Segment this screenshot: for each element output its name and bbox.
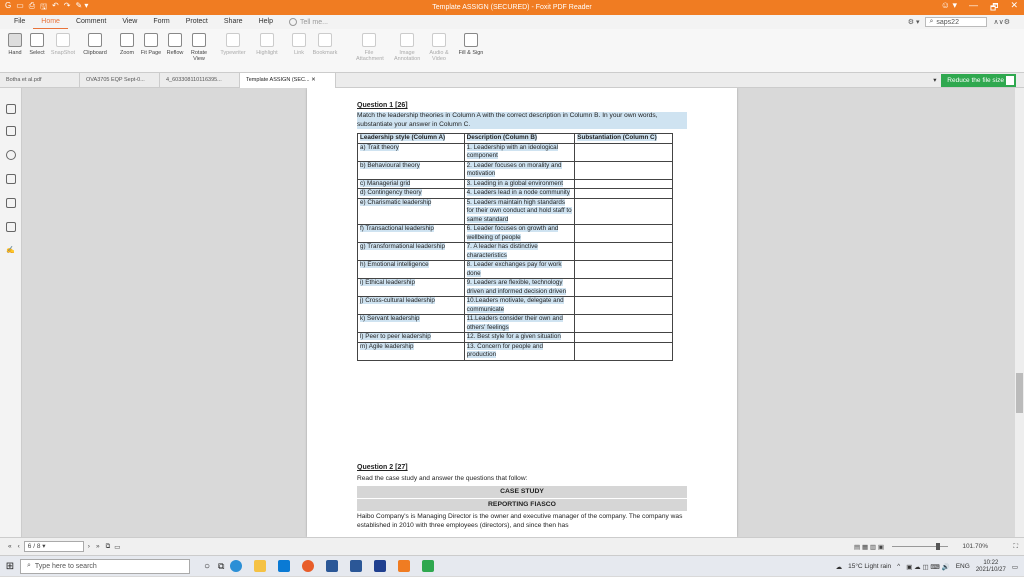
snapshot-icon: [56, 33, 70, 47]
table-row: [358, 315, 673, 333]
column-c-cell[interactable]: [575, 297, 673, 315]
fit-page-icon: [144, 33, 158, 47]
hand-icon: [8, 33, 22, 47]
table-header-row: [358, 134, 673, 144]
zoom-button[interactable]: Zoom: [114, 33, 140, 56]
table-row: [358, 225, 673, 243]
file-attachment-button[interactable]: File Attachment: [356, 33, 382, 62]
rotate-icon: [192, 33, 206, 47]
file-icon: [1005, 75, 1015, 86]
close-button[interactable]: ✕: [1010, 0, 1018, 10]
column-a-cell: a) Trait theory: [358, 143, 465, 161]
lightbulb-icon: [289, 18, 297, 26]
doc-tab[interactable]: 4_603308110116395...: [160, 73, 240, 88]
ribbon-toolbar: [0, 29, 1024, 73]
taskbar-search-placeholder: Type here to search: [34, 562, 97, 570]
column-b-cell: 2. Leader focuses on morality and motivation: [464, 161, 575, 179]
select-button[interactable]: Select: [24, 33, 50, 56]
column-a-cell: f) Transactional leadership: [358, 225, 465, 243]
pages-panel-icon[interactable]: [6, 126, 16, 136]
question-2-instruction: Read the case study and answer the questions that follow:: [357, 475, 528, 482]
table-row: [358, 342, 673, 360]
window-title: Template ASSIGN (SECURED) - Foxit PDF Reader: [432, 4, 592, 11]
page-view-icon[interactable]: ⧉: [105, 542, 111, 550]
column-c-header: Substantiation (Column C): [575, 134, 673, 144]
column-b-cell: 9. Leaders are flexible, technology driven and informed decision driven: [464, 279, 575, 297]
view-mode-icons[interactable]: ▤ ▦ ▥ ▣: [854, 543, 884, 551]
table-row: [358, 297, 673, 315]
word-icon[interactable]: [326, 560, 338, 572]
zoom-icon: [120, 33, 134, 47]
document-viewport[interactable]: [22, 88, 1015, 537]
account-icon[interactable]: ☺ ▾: [940, 0, 957, 10]
column-c-cell[interactable]: [575, 161, 673, 179]
edge-icon[interactable]: [230, 560, 242, 572]
table-row: [358, 143, 673, 161]
start-button[interactable]: ⊞: [5, 560, 15, 572]
bookmark-icon: [318, 33, 332, 47]
tab-help[interactable]: Help: [258, 18, 273, 25]
pen-icon: [464, 33, 478, 47]
column-b-cell: 7. A leader has distinctive characteristics: [464, 243, 575, 261]
column-a-cell: i) Ethical leadership: [358, 279, 465, 297]
word-icon-2[interactable]: [350, 560, 362, 572]
column-c-cell[interactable]: [575, 198, 673, 225]
save-icon[interactable]: 🖫: [40, 1, 48, 11]
highlight-button[interactable]: Highlight: [254, 33, 280, 56]
reflow-button[interactable]: Reflow: [162, 33, 188, 56]
table-row: [358, 261, 673, 279]
select-icon: [30, 33, 44, 47]
table-row: [358, 179, 673, 189]
audio-video-icon: [432, 33, 446, 47]
layers-panel-icon[interactable]: [6, 174, 16, 184]
attachments-panel-icon[interactable]: [6, 198, 16, 208]
tab-comment[interactable]: Comment: [75, 18, 107, 25]
settings-icon[interactable]: ⚙ ▾: [907, 19, 920, 26]
next-page-icon[interactable]: ›: [87, 543, 90, 550]
case-study-subheading: REPORTING FIASCO: [357, 499, 687, 511]
greenshot-icon[interactable]: [422, 560, 434, 572]
question-1-instruction: Match the leadership theories in Column A with the correct description in Column B. In your own words, substantiate your answer in Column C.: [357, 112, 687, 129]
column-c-cell[interactable]: [575, 225, 673, 243]
column-a-cell: l) Peer to peer leadership: [358, 333, 465, 343]
system-tray: [836, 556, 1018, 577]
task-view-icon[interactable]: ⧉: [218, 560, 225, 571]
attachment-icon: [362, 33, 376, 47]
column-c-cell[interactable]: [575, 189, 673, 199]
column-b-cell: 4. Leaders lead in a node community: [464, 189, 575, 199]
page-number-input[interactable]: 6 / 8 ▾: [24, 541, 84, 552]
mail-icon[interactable]: [278, 560, 290, 572]
column-b-cell: 11.Leaders consider their own and others' feelings: [464, 315, 575, 333]
rotate-view-button[interactable]: Rotate View: [186, 33, 212, 62]
column-c-cell[interactable]: [575, 315, 673, 333]
search-options-icon[interactable]: ∧∨⚙: [993, 19, 1010, 26]
table-row: [358, 198, 673, 225]
fill-sign-button[interactable]: Fill & Sign: [458, 33, 484, 56]
document-tabs: [0, 73, 1024, 88]
image-icon: [400, 33, 414, 47]
menu-bar: [0, 15, 1024, 29]
comments-panel-icon[interactable]: [6, 150, 16, 160]
signature-panel-icon[interactable]: ✍: [6, 247, 15, 254]
column-a-cell: j) Cross-cultural leadership: [358, 297, 465, 315]
language-indicator[interactable]: ENG: [955, 563, 970, 570]
reflow-icon: [168, 33, 182, 47]
snapshot-button[interactable]: SnapShot: [50, 33, 76, 56]
security-panel-icon[interactable]: [6, 222, 16, 232]
column-a-cell: h) Emotional intelligence: [358, 261, 465, 279]
table-row: [358, 189, 673, 199]
question-1-title: Question 1 [26]: [357, 102, 408, 109]
weather-text[interactable]: 15°C Light rain: [848, 563, 892, 570]
column-b-cell: 12. Best style for a given situation: [464, 333, 575, 343]
search-icon: ⌕: [27, 562, 31, 569]
restore-button[interactable]: 🗗: [990, 1, 999, 12]
column-a-cell: c) Managerial grid: [358, 179, 465, 189]
tab-file[interactable]: File: [14, 18, 26, 25]
fit-page-button[interactable]: Fit Page: [138, 33, 164, 56]
leadership-table: [357, 133, 673, 361]
file-explorer-icon[interactable]: [254, 560, 266, 572]
column-b-cell: 6. Leader focuses on growth and wellbeing of people: [464, 225, 575, 243]
clipboard-icon: [88, 33, 102, 47]
bitdefender-icon[interactable]: [374, 560, 386, 572]
tab-view[interactable]: View: [122, 18, 138, 25]
column-b-cell: 1. Leadership with an ideological component: [464, 143, 575, 161]
doc-tab[interactable]: OVA3705 EQP Sept-0...: [80, 73, 160, 88]
image-annotation-button[interactable]: Image Annotation: [394, 33, 420, 62]
zoom-level[interactable]: 101.70%: [962, 543, 988, 550]
redo-icon[interactable]: ↷: [63, 0, 71, 10]
last-page-icon[interactable]: »: [95, 543, 100, 550]
print-icon[interactable]: ⎙: [28, 0, 36, 10]
cortana-icon[interactable]: ○: [204, 560, 211, 572]
tab-form[interactable]: Form: [153, 18, 170, 25]
fit-icon[interactable]: ▭: [114, 543, 121, 551]
doc-tab-active[interactable]: Template ASSIGN (SEC... ✕: [240, 73, 336, 88]
column-b-cell: 10.Leaders motivate, delegate and communicate: [464, 297, 575, 315]
page-navigation-bar: [0, 537, 1024, 555]
scroll-thumb[interactable]: [1016, 373, 1023, 413]
column-a-cell: m) Agile leadership: [358, 342, 465, 360]
column-b-header: Description (Column B): [464, 134, 575, 144]
clock[interactable]: 10:22 2021/10/27: [975, 559, 1006, 573]
previous-page-icon[interactable]: ‹: [17, 543, 20, 550]
column-c-cell[interactable]: [575, 342, 673, 360]
column-a-header: Leadership style (Column A): [358, 134, 465, 144]
column-a-cell: k) Servant leadership: [358, 315, 465, 333]
tray-icons[interactable]: ▣ ☁ ◫ ⌨ 🔊: [906, 563, 950, 571]
tray-overflow-icon[interactable]: ^: [897, 563, 901, 570]
minimize-button[interactable]: —: [969, 0, 978, 10]
first-page-icon[interactable]: «: [8, 543, 12, 550]
zoom-slider-knob[interactable]: [936, 543, 940, 550]
question-2-title: Question 2 [27]: [357, 464, 408, 471]
table-row: [358, 279, 673, 297]
bookmark-button[interactable]: Bookmark: [312, 33, 338, 56]
link-button[interactable]: Link: [286, 33, 312, 56]
notification-icon[interactable]: ▭: [1011, 563, 1018, 571]
tab-share[interactable]: Share: [223, 18, 243, 25]
table-row: [358, 243, 673, 261]
case-study-heading: CASE STUDY: [357, 486, 687, 498]
question-1-section: [357, 102, 687, 361]
taskbar-search[interactable]: [20, 559, 190, 574]
clipboard-button[interactable]: Clipboard: [82, 33, 108, 56]
column-b-cell: 13. Concern for people and production: [464, 342, 575, 360]
typewriter-icon: [226, 33, 240, 47]
column-c-cell[interactable]: [575, 333, 673, 343]
tab-protect[interactable]: Protect: [185, 18, 208, 25]
column-c-cell[interactable]: [575, 279, 673, 297]
audio-video-button[interactable]: Audio & Video: [426, 33, 452, 62]
weather-icon: ☁: [835, 563, 843, 571]
column-c-cell[interactable]: [575, 143, 673, 161]
vertical-scrollbar[interactable]: [1015, 88, 1024, 537]
menu-right-tools: [908, 17, 1010, 27]
search-icon: ⌕: [929, 18, 934, 25]
pdf-page: [307, 88, 737, 537]
tab-home[interactable]: Home: [33, 15, 68, 29]
question-2-section: [357, 464, 687, 530]
search-input[interactable]: [925, 17, 987, 27]
search-value: saps22: [936, 18, 959, 26]
open-icon[interactable]: ▭: [16, 0, 24, 10]
reduce-file-size-button[interactable]: ▾ Reduce the file size: [941, 74, 1016, 87]
column-a-cell: d) Contingency theory: [358, 189, 465, 199]
column-b-cell: 5. Leaders maintain high standards for their own conduct and hold staff to same standard: [464, 198, 575, 225]
foxit-icon[interactable]: [398, 560, 410, 572]
bookmark-panel-icon[interactable]: [6, 104, 16, 114]
column-c-cell[interactable]: [575, 261, 673, 279]
column-b-cell: 8. Leader exchanges pay for work done: [464, 261, 575, 279]
table-row: [358, 161, 673, 179]
zoom-slider[interactable]: [892, 546, 948, 547]
hand-button[interactable]: Hand: [2, 33, 28, 56]
undo-icon[interactable]: ↶: [52, 0, 59, 10]
left-sidebar: [0, 88, 22, 537]
doc-tab[interactable]: Botha et al.pdf: [0, 73, 80, 88]
column-a-cell: g) Transformational leadership: [358, 243, 465, 261]
tell-me-placeholder: Tell me...: [299, 18, 328, 26]
highlight-icon: [260, 33, 274, 47]
column-c-cell[interactable]: [575, 243, 673, 261]
fullscreen-icon[interactable]: ⛶: [1013, 542, 1018, 550]
dropdown-caret-icon[interactable]: ▾: [933, 77, 937, 84]
column-a-cell: b) Behavioural theory: [358, 161, 465, 179]
tell-me-box[interactable]: [289, 18, 328, 26]
table-row: [358, 333, 673, 343]
firefox-icon[interactable]: [302, 560, 314, 572]
window-controls: [941, 0, 1018, 16]
link-icon: [292, 33, 306, 47]
app-logo-icon: G: [5, 0, 12, 10]
title-bar: [0, 0, 1024, 15]
column-a-cell: e) Charismatic leadership: [358, 198, 465, 225]
customize-icon[interactable]: ✎ ▾: [75, 0, 89, 10]
column-c-cell[interactable]: [575, 179, 673, 189]
close-tab-icon[interactable]: ✕: [311, 76, 316, 83]
typewriter-button[interactable]: Typewriter: [220, 33, 246, 56]
case-study-paragraph: Haibo Company's is Managing Director is the owner and executive manager of the company. The company was established in 2010 with three employees (directors), and since then has: [357, 513, 683, 529]
windows-taskbar: [0, 555, 1024, 576]
column-b-cell: 3. Leading in a global environment: [464, 179, 575, 189]
